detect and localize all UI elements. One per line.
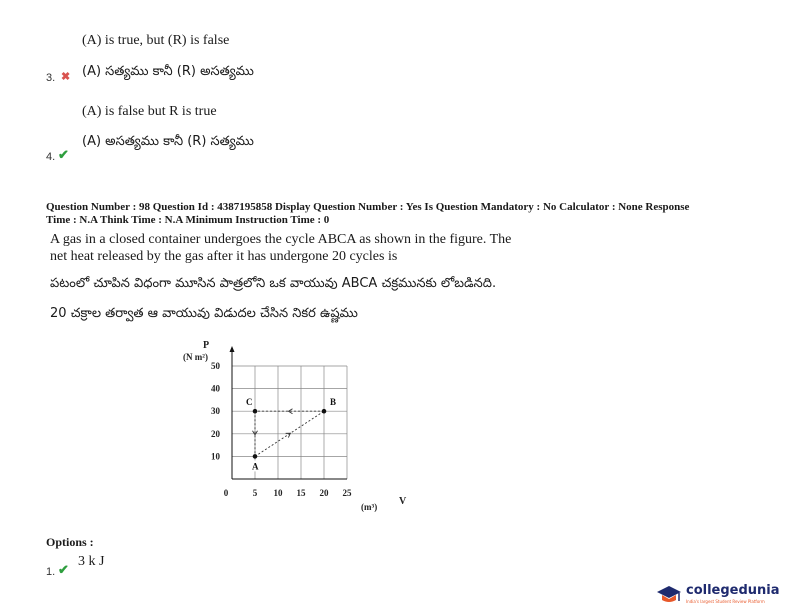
option-4-telugu: (A) అసత్యము కానీ (R) సత్యము: [82, 134, 254, 149]
option-4-english: (A) is false but R is true: [82, 104, 217, 119]
correct-check-icon: ✔: [58, 562, 69, 577]
option-1-number: 1.: [46, 566, 56, 578]
question-text-en-2: net heat released by the gas after it has undergone 20 cycles is: [50, 249, 398, 264]
y-tick-label: 30: [211, 406, 220, 417]
option-4-number: 4.: [46, 151, 56, 163]
question-text-en-1: A gas in a closed container undergoes the cycle ABCA as shown in the figure. The: [50, 232, 512, 247]
collegedunia-logo: [656, 582, 790, 608]
y-tick-label: 50: [211, 361, 220, 371]
question-meta-line1: Question Number : 98 Question Id : 4387195858 Display Question Number : Yes Is Question Mandatory : No Calculator : None Response: [46, 201, 690, 213]
option-3-english: (A) is true, but (R) is false: [82, 33, 230, 48]
y-tick-label: 40: [211, 383, 220, 394]
y-axis-unit: (N m²): [183, 352, 208, 362]
x-tick-label: 20: [319, 488, 329, 498]
point-label-C: C: [246, 397, 253, 408]
options-label: Options :: [46, 535, 94, 549]
x-tick-label: 25: [342, 488, 352, 498]
x-tick-label: 15: [296, 488, 306, 498]
question-text-te-2: 20 చక్రాల తర్వాత ఆ వాయువు విడుదల చేసిన నికర ఉష్ణము: [50, 306, 358, 321]
x-tick-label: 5: [252, 488, 258, 498]
option-1-text: 3 k J: [78, 554, 105, 569]
point-B: [322, 409, 327, 414]
y-tick-label: 10: [211, 451, 220, 462]
x-tick-label: 10: [273, 488, 283, 498]
graduation-cap-icon: [656, 584, 682, 606]
y-tick-label: 20: [211, 428, 220, 439]
brand-name: collegedunia: [686, 583, 780, 598]
option-3-number: 3.: [46, 72, 56, 84]
x-axis-label: V: [399, 496, 407, 507]
x-axis-unit: (m³): [361, 502, 378, 512]
option-3-telugu: (A) సత్యము కానీ (R) అసత్యము: [82, 64, 254, 79]
y-axis-arrow: [230, 346, 235, 352]
x-tick-label: 0: [223, 488, 229, 498]
correct-check-icon: ✔: [58, 147, 69, 162]
question-text-te-1: పటంలో చూపిన విధంగా మూసిన పాత్రలోని ఒక వాయువు ABCA చక్రమునకు లోబడినది.: [50, 276, 497, 291]
brand-tagline: India's largest Student Review Platform: [686, 599, 765, 604]
pv-diagram: [175, 336, 425, 516]
point-A: [253, 454, 258, 459]
y-axis-label: P: [203, 340, 210, 351]
question-meta-line2: Time : N.A Think Time : N.A Minimum Instruction Time : 0: [46, 214, 330, 226]
point-label-B: B: [330, 397, 337, 408]
point-C: [253, 409, 258, 414]
point-label-A: A: [252, 461, 259, 472]
wrong-mark-icon: ✖: [61, 71, 71, 83]
